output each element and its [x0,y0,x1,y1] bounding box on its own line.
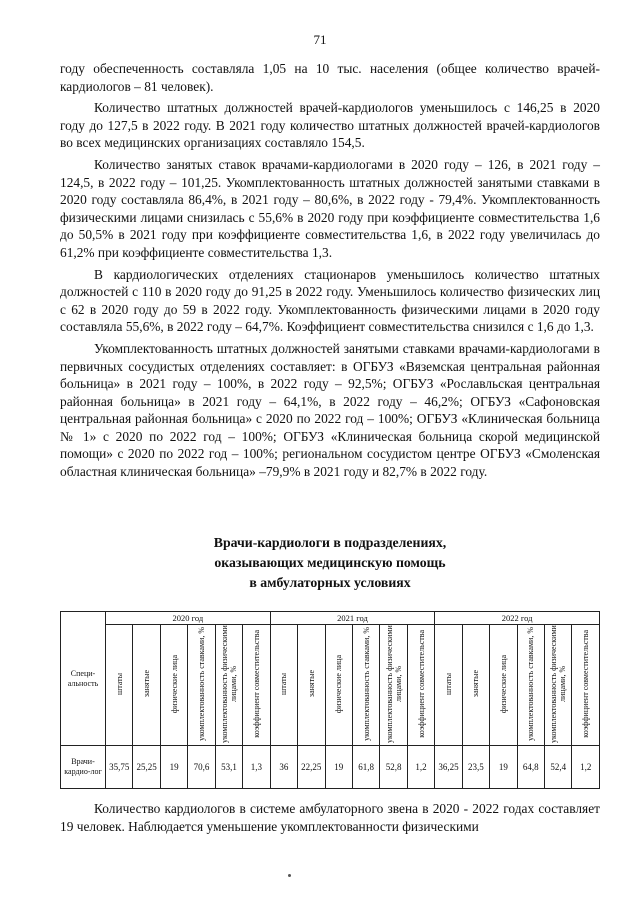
table-cell: 61,8 [352,746,379,789]
table-corner-header: Специ-альность [61,612,106,746]
col-header: штаты [106,625,133,746]
paragraph-2: Количество штатных должностей врачей-кардиологов уменьшилось с 146,25 в 2020 году до 127,5 в 2022 году. В 2021 году количество штатных должностей врачей-кардиологов во всех медицинских организациях составляло 154,5. [60,100,600,151]
col-header: штаты [270,625,297,746]
col-header: физические лица [325,625,352,746]
col-header: физические лица [160,625,187,746]
col-header: укомплектованность ставками, % [352,625,379,746]
col-header: укомплектованность физическими лицами, % [380,625,407,746]
table-cell: 25,25 [133,746,160,789]
table-cell: 19 [160,746,187,789]
page-number: 71 [313,32,327,47]
table-cell: 36 [270,746,297,789]
col-header: укомплектованность ставками, % [188,625,215,746]
table-cell: 64,8 [517,746,544,789]
col-header: укомплектованность физическими лицами, % [545,625,572,746]
row-label: Врачи-кардио-лог [61,746,106,789]
col-header: занятые [133,625,160,746]
col-header: коэффициент совместительства [407,625,434,746]
table-cell: 1,2 [407,746,434,789]
table-cell: 36,25 [435,746,462,789]
col-header: укомплектованность ставками, % [517,625,544,746]
col-header: штаты [435,625,462,746]
table-cell: 52,8 [380,746,407,789]
year-header-2020: 2020 год [106,612,271,625]
scan-speck [288,874,291,877]
col-header: укомплектованность физическими лицами, % [215,625,242,746]
cardiologists-table [60,611,600,789]
closing-text [60,800,600,835]
table-row [61,746,600,789]
col-header: коэффициент совместительства [243,625,270,746]
table-heading [60,533,600,593]
col-header: занятые [298,625,325,746]
table-cell: 19 [490,746,517,789]
table-cell: 70,6 [188,746,215,789]
heading-line-1: Врачи-кардиологи в подразделениях, [213,535,447,550]
table-cell: 23,5 [462,746,489,789]
paragraph-3: Количество занятых ставок врачами-кардиологами в 2020 году – 126, в 2021 году – 124,5, в 2022 году – 101,25. Укомплектованность штатных должностей занятыми ставками в 2020 году составляла 86,4%, в 2021 году – 80,6%, в 2022 году - 79,4%. Укомплектованность физическими лицами снизилась с 55,6% в 2020 году при коэффициенте совместительства 1,6 до 50,5% в 2021 году при коэффициенте совместительства 1,6, в 2022 году увеличилась до 61,2% при коэффициенте совместительства 1,3. [60,156,600,260]
table-cell: 53,1 [215,746,242,789]
col-header: занятые [462,625,489,746]
col-header: физические лица [490,625,517,746]
col-header: коэффициент совместительства [572,625,600,746]
paragraph-6: Количество кардиологов в системе амбулаторного звена в 2020 - 2022 годах составляет 19 человек. Наблюдается уменьшение укомплектованности физическими [60,801,600,834]
paragraph-1: году обеспеченность составляла 1,05 на 10 тыс. населения (общее количество врачей- кардиологов – 81 человек). [60,61,600,94]
year-header-2022: 2022 год [435,612,600,625]
table-cell: 52,4 [545,746,572,789]
table-cell: 1,2 [572,746,600,789]
table-cell: 19 [325,746,352,789]
heading-line-2: оказывающих медицинскую помощь [214,555,446,570]
table-cell: 35,75 [106,746,133,789]
heading-line-3: в амбулаторных условиях [249,575,411,590]
year-header-2021: 2021 год [270,612,435,625]
table-cell: 22,25 [298,746,325,789]
body-text [60,60,600,485]
paragraph-4: В кардиологических отделениях стационаров уменьшилось количество штатных должностей с 110 в 2020 году до 91,25 в 2022 году. Уменьшилось количество физических лиц с 62 в 2020 году до 59 в 2022 году. Укомплектованность физическими лицами в 2020 году составляла 55,6%, в 2022 году – 64,7%. Коэффициент совместительства снизился с 1,6 до 1,3. [60,266,600,335]
paragraph-5: Укомплектованность штатных должностей занятыми ставками врачами-кардиологами в первичных сосудистых отделениях составляет: в ОГБУЗ «Вяземская центральная районная больница» в 2021 году – 100%, в 2022 году – 92,5%; ОГБУЗ «Рославльская центральная районная больница» в 2021 году – 64,1%, в 2022 году – 46,2%; ОГБУЗ «Сафоновская центральная районная больница» с 2020 по 2022 год – 100%; ОГБУЗ «Клиническая больница № 1» с 2020 по 2022 год – 100%; ОГБУЗ «Клиническая больница скорой медицинской помощи» с 2020 по 2022 год – 100%; региональном сосудистом центре ОГБУЗ «Смоленская областная клиническая больница» –79,9% в 2021 году и 82,7% в 2022 году. [60,340,600,480]
table-cell: 1,3 [243,746,270,789]
